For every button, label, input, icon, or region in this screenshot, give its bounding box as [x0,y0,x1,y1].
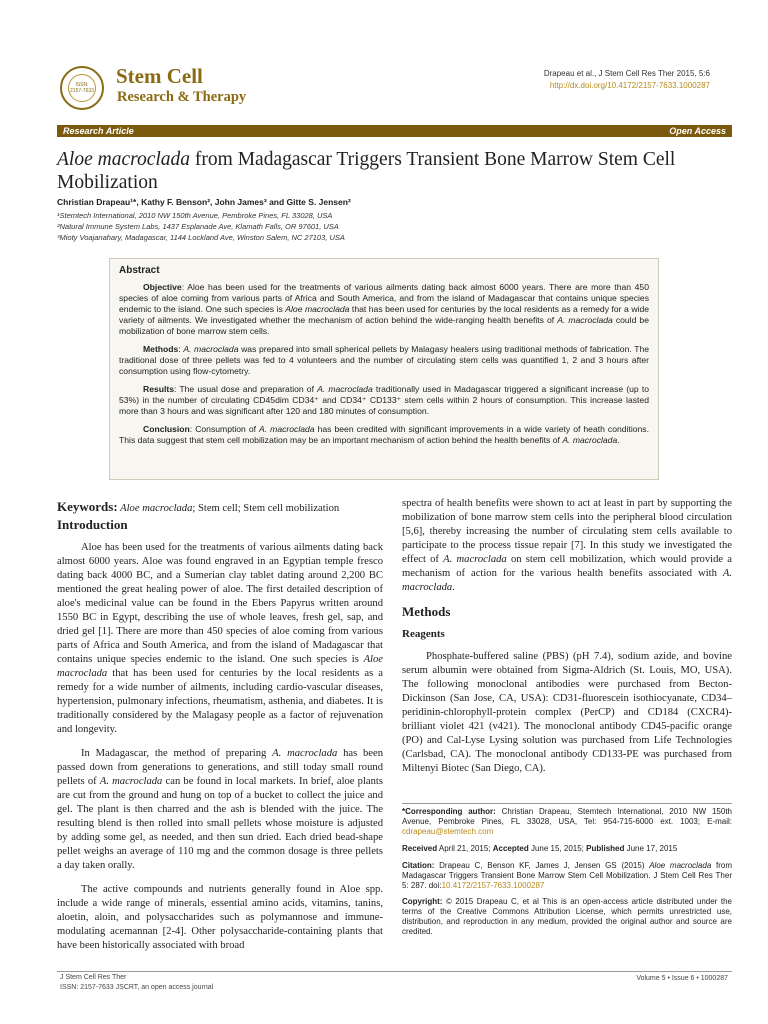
journal-name[interactable]: Stem Cell [116,64,203,88]
methods-heading: Methods [402,604,451,619]
corresponding-author: *Corresponding author: Christian Drapeau, Stemtech International, 2010 NW 150th Avenue, Pembroke Pines, FL 33028, USA, Tel: 954-715-6000 ext. 1003; E-mail: cdrapeau@stemtech.com [402,807,733,836]
citation-note: Citation: Drapeau C, Benson KF, James J, Jensen GS (2015) Aloe macroclada from Madagascar Triggers Transient Bone Marrow Stem Cell Mobilization. J Stem Cell Res Ther 5: 287. doi:10.4172/2157-7633.1000287 [402,861,732,890]
footer-divider [57,971,732,972]
header-citation: Drapeau et al., J Stem Cell Res Ther 2015, 5:6 [543,69,710,78]
abstract-box [109,258,659,480]
right-column [402,497,732,776]
reagents-paragraph: Phosphate-buffered saline (PBS) (pH 7.4), sodium azide, and bovine serum albumin were obtained from Sigma-Aldrich (St. Louis, MO, USA). The following monoclonal antibodies were purchased from Becton-Dickinson (San Jose, CA, USA): CD31-fluorescein isothiocyanate, CD34–peridinin-chlorophyll-protein complex (PerCP) and CD184 (CXCR4)-brilliant violet 421 (v421). The monoclonal antibody CD45-pacific orange (PO) and Cal-Lyse Lysing solution was purchased from Life Technologies (Carlsbad, CA). The monoclonal antibody CD133-PE was purchased from Miltenyi Biotec (San Diego, CA). [402,651,732,774]
doi-link[interactable]: http://dx.doi.org/10.4172/2157-7633.1000287 [549,81,710,90]
footer-journal: J Stem Cell Res Ther [60,974,127,981]
introduction-heading: Introduction [57,517,128,532]
title-rest: from Madagascar Triggers Transient Bone Marrow Stem Cell Mobilization [57,149,676,193]
affiliation-3: ³Mioty Voajanahary, Madagascar, 1144 Lockland Ave, Winston Salem, NC 27103, USA [57,233,345,242]
abstract-results: Results: The usual dose and preparation of A. macroclada traditionally used in Madagascar triggered a significant increase (up to 53%) in the number of circulating CD45dim CD34⁺ and CD34⁺ CD133⁺ stem cells within 2 hours of consumption. This increase lasted more than 3 hours and was significant after 120 and 180 minutes of consumption. [119,384,649,416]
journal-subname[interactable]: Research & Therapy [117,89,247,105]
open-access-label: Open Access [669,126,726,136]
article-type: Research Article [63,126,134,136]
title-species: Aloe macroclada [57,149,191,170]
abstract-methods: Methods: A. macroclada was prepared into small spherical pellets by Malagasy healers using traditional methods of fabrication. The traditional dose of three pellets was fed to 4 volunteers and the number of circulating stem cells was quantified 1, 2 and 3 hours after consumption using flow-cytometry. [119,344,650,376]
dates-line: Received April 21, 2015; Accepted June 15, 2015; Published June 17, 2015 [402,844,678,853]
intro-paragraph-2: In Madagascar, the method of preparing A. macroclada has been passed down from generations to generations, and still today small round pellets of A. macroclada can be found in local markets. In brief, aloe plants are cut from the ground and hung on top of a bucket to collect the juice and gel. The plant is then charred and the ash is blended with the juice. The resulting blend is then rolled into small pellets whose moisture is adjusted by adding some gel, as needed, and then sun dried. Each dried bead-shape pellet weighs an average of 110 mg and the common dosage is three pellets a day taken orally. [57,748,384,871]
seal-issn: ISSN: 2157-7633 [70,82,94,94]
footer-issn: ISSN: 2157-7633 JSCRT, an open access journal [60,984,214,991]
affiliation-1: ¹Stemtech International, 2010 NW 150th Avenue, Pembroke Pines, FL 33028, USA [57,211,333,220]
footer-volume: Volume 5 • Issue 6 • 1000287 [636,975,728,982]
copyright-note: Copyright: © 2015 Drapeau C, et al This is an open-access article distributed under the terms of the Creative Commons Attribution License, which permits unrestricted use, distribution, and reproduction in any medium, provided the original author and source are credited. [402,897,732,936]
author-list: Christian Drapeau¹*, Kathy F. Benson², John James³ and Gitte S. Jensen² [57,197,351,207]
intro-continuation: spectra of health benefits were shown to act at least in part by supporting the mobilization of bone marrow stem cells into the peripheral blood circulation [5,6], thereby increasing the number of circulating stem cells available to participate to the process tissue repair [7]. In this study we investigated the effect of A. macroclada on stem cell mobilization, which would provide a mechanism of action for the various health benefits associated with A. macroclada. [402,498,732,593]
abstract-objective: Objective: Aloe has been used for the treatments of various ailments dating back almost 6000 years. There are more than 450 species of aloe coming from various parts of Africa and South America, and from the island of Madagascar that contains unique species endemic to the island. One such species is Aloe macroclada that has been used for centuries by the local residents as a remedy for a wide variety of ailments. We investigated whether the mechanism of action behind the wide-ranging health benefits of A. macroclada could be mobilization of bone marrow stem cells. [119,282,650,336]
abstract-conclusion: Conclusion: Consumption of A. macroclada has been credited with significant improvements in a wide variety of heath conditions. This data suggest that stem cell mobilization may be an important mechanism of action behind the health benefits of A. macroclada. [119,424,649,445]
email-link[interactable]: cdrapeau@stemtech.com [402,827,494,836]
citation-doi-link[interactable]: 10.4172/2157-7633.1000287 [441,881,545,890]
article-title [57,148,737,194]
reagents-heading: Reagents [402,628,445,640]
intro-paragraph-1: Aloe has been used for the treatments of various ailments dating back almost 6000 years. Aloe was found engraved in an Egyptian temple fresco dating back 4000 BC, and a Sumerian clay tablet dating around 2,200 BC mentioned the great healing power of aloe. The first detailed description of aloe's medicinal value can be found in the Ebers Papyrus written around 1550 BC in Egypt, describing the use of whole leaves, fresh gel, sap, and dried gel [1]. There are more than 450 species of aloe coming from various parts of Africa and South America, and from the island of Madagascar that contains unique species endemic to the island. One such species is Aloe macroclada that has been used for centuries by the local residents as a remedy for a wide number of ailments, including cardio-vascular diseases, hypertension, pulmonary infections, rheumatism, asthenia, and diabetes. It is traditionally considered by the Malagasy people as a factor of rejuvenation and longevity. [57,542,383,735]
article-type-band [57,125,732,137]
seal-inner [68,74,96,102]
left-column [57,518,383,953]
intro-paragraph-3: The active compounds and nutrients generally found in Aloe spp. include a wide range of minerals, essential amino acids, vitamins, tanins, aloetin, aloin, and polysaccharides such as polymannose and immune-modulating acemannan [2-4]. Other polysaccharide-containing plants that have been historically associated with broad [57,884,383,951]
keywords-line: Keywords: Aloe macroclada; Stem cell; Stem cell mobilization [57,499,340,514]
footnote-divider [402,803,732,804]
abstract-heading: Abstract [119,265,160,276]
affiliation-2: ²Natural Immune System Labs, 1437 Esplanade Ave, Klamath Falls, OR 97601, USA [57,222,339,231]
journal-seal-logo [60,66,104,110]
